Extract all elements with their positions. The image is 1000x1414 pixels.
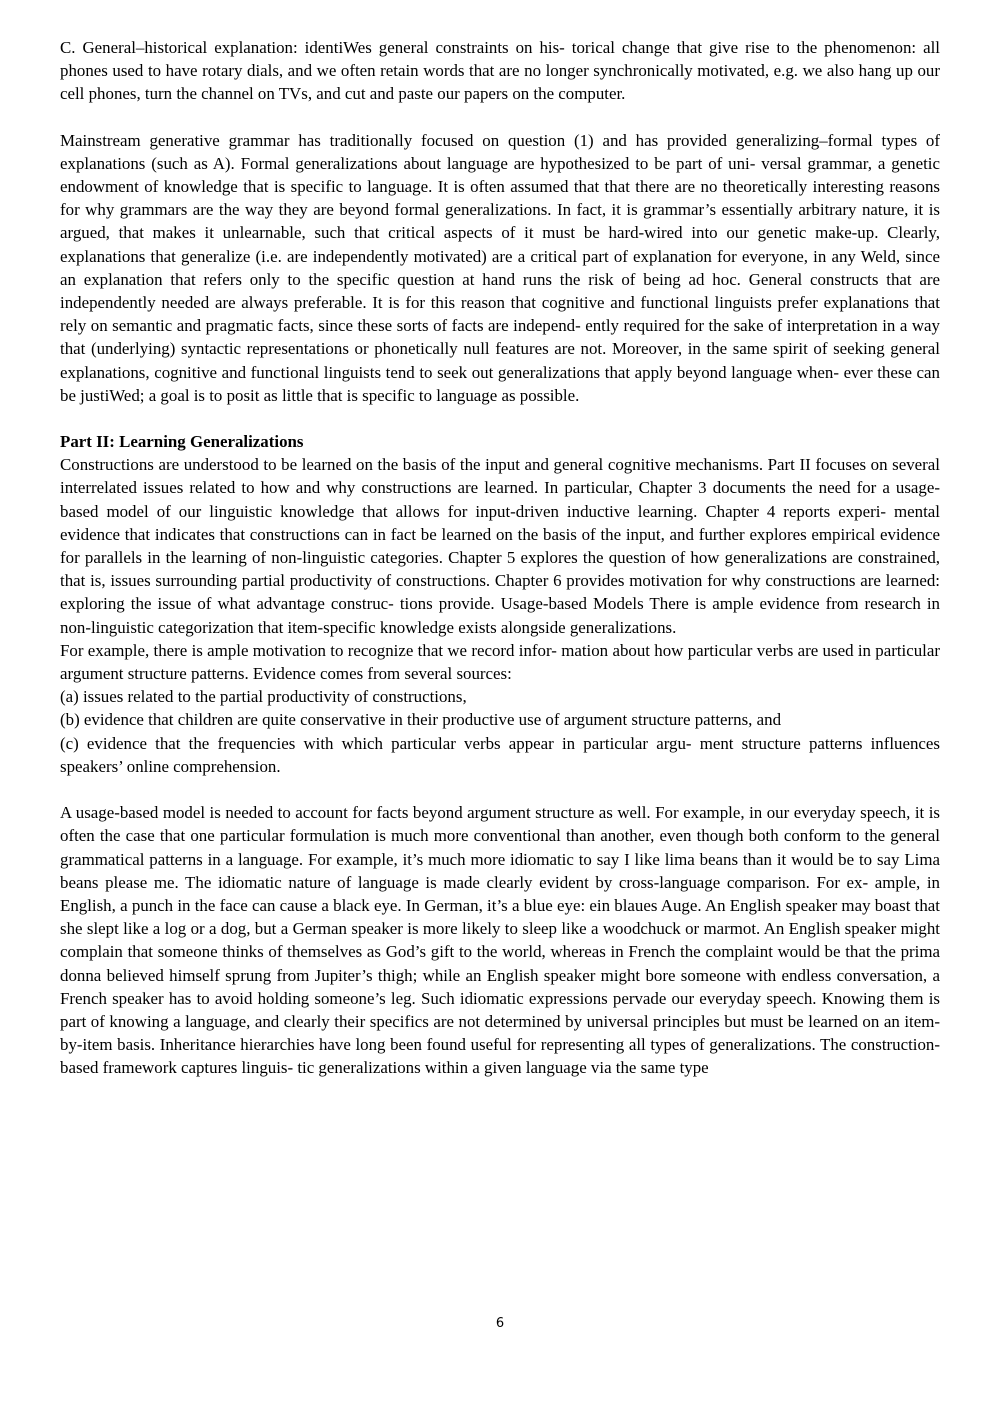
paragraph-gap xyxy=(60,778,940,801)
page-number: 6 xyxy=(495,1316,505,1331)
paragraph-gap xyxy=(60,106,940,129)
paragraph-gap xyxy=(60,407,940,430)
list-item-c: (c) evidence that the frequencies with which particular verbs appear in particular argu- ment structure patterns influences speakers’ online comprehension. xyxy=(60,733,940,776)
paragraph-for-example: For example, there is ample motivation to recognize that we record infor- mation about how particular verbs are used in particular argument structure patterns. Evidence comes from several sources: xyxy=(60,640,940,684)
document-page xyxy=(60,36,940,1080)
section-heading-part-2: Part II: Learning Generalizations xyxy=(60,432,304,452)
paragraph-general-historical: C. General–historical explanation: identiWes general constraints on his- torical change that give rise to the phenomenon: all phones used to have rotary dials, and we often retain words that are no longer synchronically motivated, e.g. we also hang up our cell phones, turn the channel on TVs, and cut and paste our papers on the computer. xyxy=(60,38,940,104)
list-item-b: (b) evidence that children are quite conservative in their productive use of argument structure patterns, and xyxy=(60,710,782,730)
paragraph-part-2-intro: Constructions are understood to be learned on the basis of the input and general cognitive mechanisms. Part II focuses on several interrelated issues related to how and why constructions are learned. In particular, Chapter 3 documents the need for a usage-based model of our linguistic knowledge that allows for input-driven inductive learning. Chapter 4 reports experi- mental evidence that indicates that constructions can in fact be learned on the basis of the input, and further explores empirical evidence for parallels in the learning of non-linguistic categories. Chapter 5 explores the question of how generalizations are constrained, that is, issues surrounding partial productivity of constructions. Chapter 6 provides motivation for why constructions are learned: exploring the issue of what advantage construc- tions provide. Usage-based Models There is ample evidence from research in non-linguistic categorization that item-specific knowledge exists alongside generalizations. xyxy=(60,455,940,637)
paragraph-mainstream-generative: Mainstream generative grammar has traditionally focused on question (1) and has provided generalizing–formal types of explanations (such as A). Formal generalizations about language are hypothesized to be part of uni- versal grammar, a genetic endowment of knowledge that is specific to language. It is often assumed that that there are no theoretically interesting reasons for why grammars are the way they are beyond formal generalizations. In fact, it is grammar’s essentially arbitrary nature, it is argued, that makes it unlearnable, such that critical aspects of it must be hard-wired into our genetic make-up. Clearly, explanations that generalize (i.e. are independently motivated) are a critical part of explanation for everyone, in any Weld, since an explanation that refers only to the specific question at hand runs the risk of being ad hoc. General constructs that are independently needed are always preferable. It is for this reason that cognitive and functional linguists prefer explanations that rely on semantic and pragmatic facts, since these sorts of facts are independ- ently required for the sake of interpretation in a way that (underlying) syntactic representations or phonetically null features are not. Moreover, in the same spirit of seeking general explanations, cognitive and functional linguists tend to seek out generalizations that apply beyond language when- ever these can be justiWed; a goal is to posit as little that is specific to language as possible. xyxy=(60,130,940,405)
list-item-a: (a) issues related to the partial productivity of constructions, xyxy=(60,687,467,707)
paragraph-usage-based-model: A usage-based model is needed to account for facts beyond argument structure as well. For example, in our everyday speech, it is often the case that one particular formulation is much more conventional than another, even though both conform to the general grammatical patterns in a language. For example, it’s much more idiomatic to say I like lima beans than it would be to say Lima beans please me. The idiomatic nature of language is made clearly evident by cross-language comparison. For ex- ample, in English, a punch in the face can cause a black eye. In German, it’s a blue eye: ein blaues Auge. An English speaker may boast that she slept like a log or a dog, but a German speaker is more likely to sleep like a woodchuck or marmot. An English speaker might complain that someone thinks of themselves as God’s gift to the world, whereas in French the complaint would be that the prima donna believed himself sprung from Jupiter’s thigh; while an English speaker might bore someone with endless conversation, a French speaker has to avoid holding someone’s leg. Such idiomatic expressions pervade our everyday speech. Knowing them is part of knowing a language, and clearly their specifics are not determined by universal principles but must be learned on an item-by-item basis. Inheritance hierarchies have long been found useful for representing all types of generalizations. The construction-based framework captures linguis- tic generalizations within a given language via the same type xyxy=(60,803,940,1078)
